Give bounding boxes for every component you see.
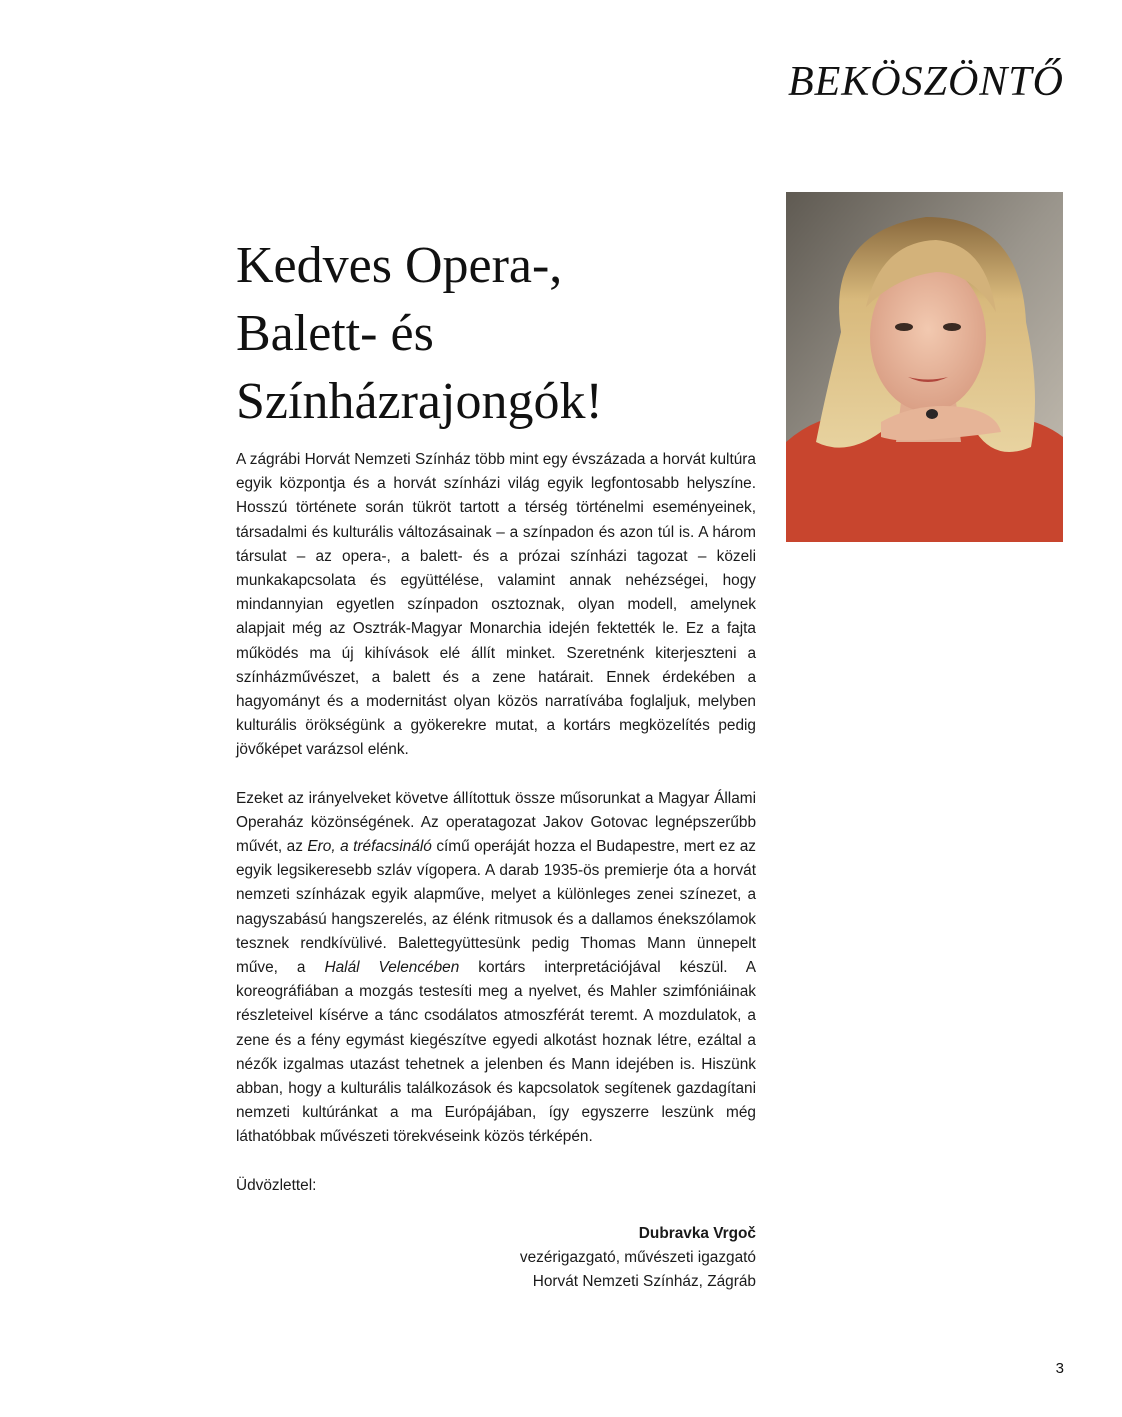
signature-block bbox=[236, 1222, 756, 1295]
paragraph-2-part-1: Ezeket az irányelveket követve állítottuk össze műsorunkat a Magyar Állami Operaház közönségének. Az operatagozat Jakov Gotovac legnépszerűbb művét, az bbox=[236, 789, 756, 856]
signature-title: vezérigazgató, művészeti igazgató bbox=[519, 1249, 756, 1267]
signature-institution: Horvát Nemzeti Színház, Zágráb bbox=[532, 1273, 756, 1291]
headline-line-3: Színházrajongók! bbox=[236, 373, 603, 430]
headline-line-2: Balett- és bbox=[236, 305, 434, 362]
paragraph-2 bbox=[236, 787, 756, 1150]
greeting: Üdvözlettel: bbox=[236, 1176, 317, 1194]
headline-line-1: Kedves Opera-, bbox=[236, 237, 563, 294]
letter-body bbox=[236, 448, 756, 1295]
ballet-title: Halál Velencében bbox=[324, 959, 460, 977]
portrait-photo bbox=[786, 192, 1063, 542]
paragraph-2-part-3: kortárs interpretációjával készül. A koreográfiában a mozgás testesíti meg a nyelvet, és Mahler szimfóniáinak részleteivel kísérve a tánc csodálatos atmoszférát teremt. A mozdulatok, a zene és a fény egymást kiegészítve egyedi alkotást hoznak létre, ezáltal a nézők izgalmas utazást tehetnek a jelenben és Mann idejében is. Hiszünk abban, hogy a kulturális találkozások és kapcsolatok segítenek gazdagítani nemzeti kultúránkat a ma Európájában, így egyszerre leszünk még láthatóbbak művészeti törekvéseink közös térképén. bbox=[236, 959, 757, 1146]
opera-title: Ero, a tréfacsináló bbox=[307, 838, 432, 856]
paragraph-2-part-2: című operáját hozza el Budapestre, mert ez az egyik legsikeresebb szláv vígopera. A darab 1935-ös premierje óta a horvát nemzeti színházak egyik alapműve, melyet a különleges zenei színezet, a nagyszabású hangszerelés, az élénk ritmusok és a dallamos énekszólamok tesznek rendkívülivé. Balettegyüttesünk pedig Thomas Mann ünnepelt műve, a bbox=[236, 838, 756, 977]
signature-name: Dubravka Vrgoč bbox=[638, 1224, 756, 1242]
headline bbox=[236, 232, 756, 436]
portrait-illustration bbox=[786, 192, 1063, 542]
section-label: BEKÖSZÖNTŐ bbox=[787, 59, 1064, 105]
page-number: 3 bbox=[1055, 1360, 1064, 1377]
paragraph-1: A zágrábi Horvát Nemzeti Színház több mint egy évszázada a horvát kultúra egyik központja és a horvát színházi világ egyik legfontosabb helyszíne. Hosszú története során tükröt tartott a térség történelmi eseményeinek, társadalmi és kulturális változásainak – a színpadon és azon túl is. A három társulat – az opera-, a balett- és a prózai színházi tagozat – közeli munkakapcsolata és együttélése, valamint annak nehézségei, hogy mindannyian egyetlen színpadon osztoznak, olyan modell, amelynek alapjait még az Osztrák-Magyar Monarchia idején fektették le. Ez a fajta működés ma új kihívások elé állít minket. Szeretnénk kiterjeszteni a színházművészet, a balett és a zene határait. Ennek érdekében a hagyományt és a modernitást olyan közös narratívába foglaljuk, melyben kulturális örökségünk a gyökerekre mutat, a kortárs megközelítés pedig jövőképet varázsol elénk. bbox=[236, 451, 756, 759]
